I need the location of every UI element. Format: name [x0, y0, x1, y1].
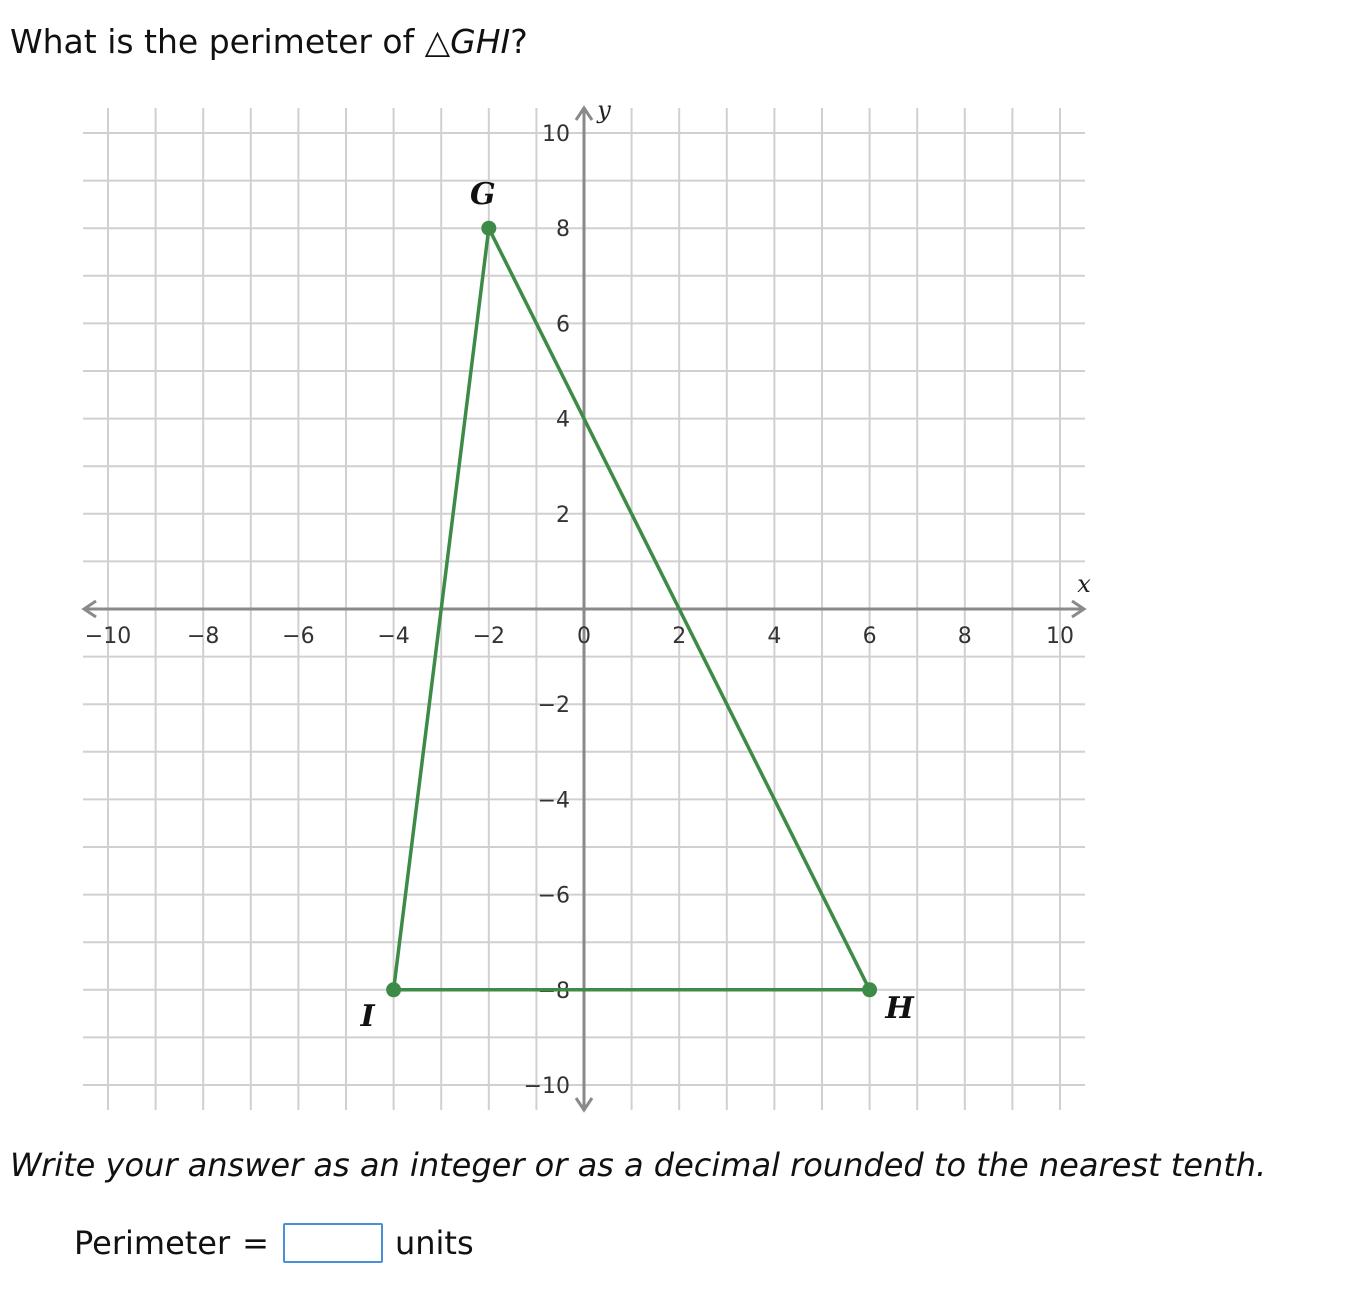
equals-sign: = [242, 1224, 269, 1262]
y-tick-label: 6 [556, 312, 570, 338]
units-label: units [394, 1224, 474, 1262]
point-g [481, 221, 496, 236]
axes [84, 108, 1084, 1110]
triangle-symbol: △ [424, 22, 451, 61]
x-axis-label: x [1077, 570, 1091, 598]
point-label-g: G [469, 177, 496, 213]
y-tick-label: −10 [523, 1074, 570, 1099]
instruction-text: Write your answer as an integer or as a decimal rounded to the nearest tenth. [10, 1146, 1267, 1184]
x-tick-label: 6 [862, 624, 877, 649]
x-tick-label: −10 [84, 624, 132, 649]
x-tick-label: −6 [282, 624, 315, 649]
point-i [386, 982, 401, 997]
x-tick-label: 4 [767, 624, 782, 649]
answer-row [74, 1220, 474, 1266]
point-label-i: I [360, 998, 375, 1034]
x-tick-label: 2 [672, 624, 687, 649]
y-axis-label: y [597, 96, 611, 124]
tick-labels [85, 96, 1091, 1099]
y-tick-label: −4 [537, 788, 570, 814]
y-tick-label: 2 [556, 502, 570, 528]
y-tick-label: 8 [556, 217, 570, 243]
point-h [862, 982, 877, 997]
x-tick-label: 0 [577, 624, 591, 649]
y-tick-label: 10 [542, 122, 570, 147]
perimeter-label: Perimeter [74, 1224, 231, 1262]
x-tick-label: 8 [957, 624, 972, 649]
question-suffix: ? [510, 22, 528, 61]
y-tick-label: −6 [537, 883, 570, 909]
y-tick-label: −2 [537, 693, 570, 719]
triangle-name: GHI [450, 22, 511, 61]
x-tick-label: −8 [186, 624, 220, 649]
question-prefix: What is the perimeter of [10, 22, 425, 61]
y-tick-label: −8 [537, 978, 570, 1004]
perimeter-input[interactable] [283, 1223, 383, 1263]
y-tick-label: 4 [556, 407, 570, 433]
x-tick-label: 10 [1046, 624, 1074, 649]
x-tick-label: −2 [472, 624, 506, 649]
x-tick-label: −4 [377, 624, 410, 649]
triangle-ghi [360, 177, 916, 1034]
point-label-h: H [885, 990, 914, 1026]
